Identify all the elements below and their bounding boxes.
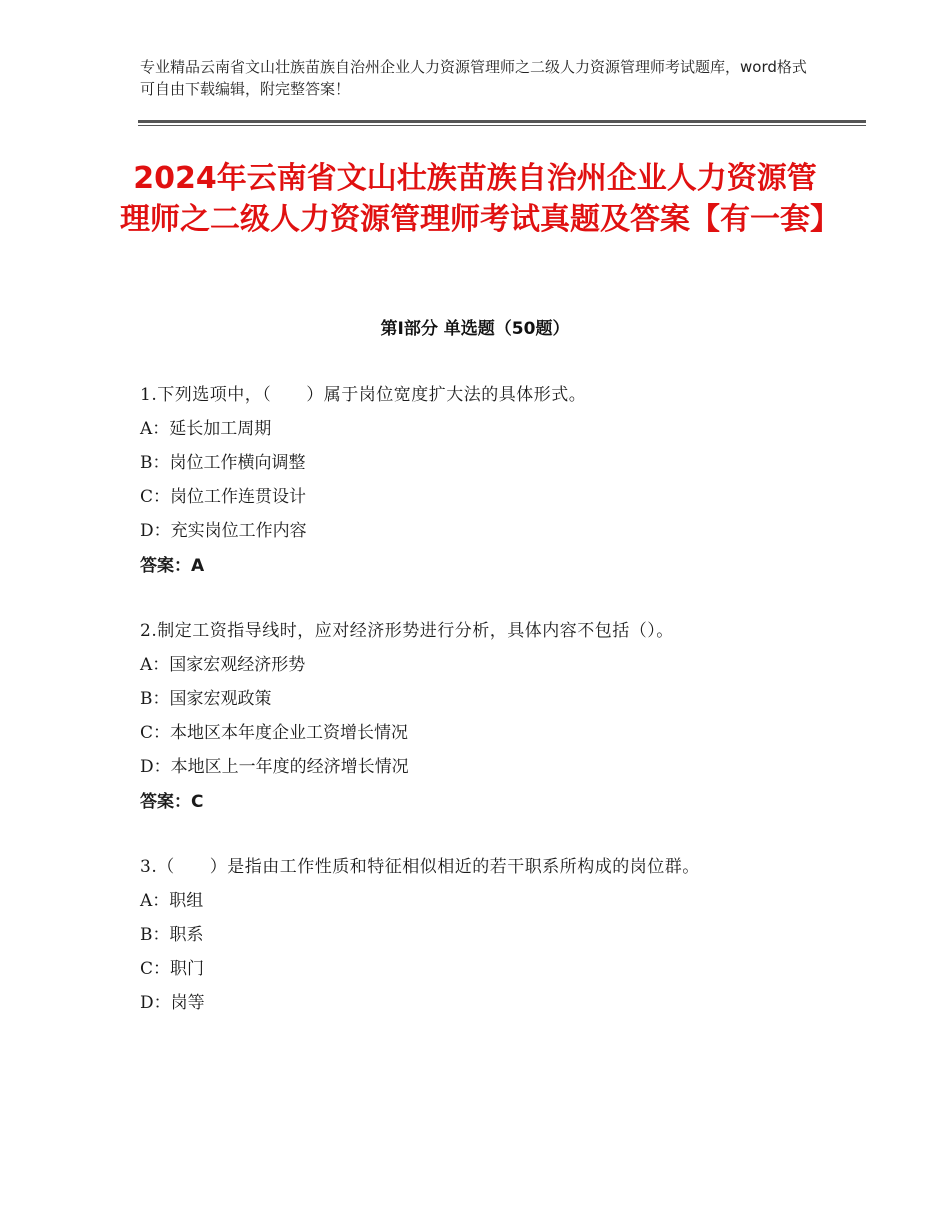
- option-b: B：国家宏观政策: [140, 689, 272, 709]
- header-note: 专业精品云南省文山壮族苗族自治州企业人力资源管理师之二级人力资源管理师考试题库，word格式可自由下载编辑，附完整答案！: [140, 58, 807, 98]
- question-text: 2.制定工资指导线时，应对经济形势进行分析，具体内容不包括（）。: [140, 621, 674, 641]
- question-list: [140, 378, 830, 1050]
- question-text: 1.下列选项中，（ ）属于岗位宽度扩大法的具体形式。: [140, 385, 587, 405]
- question-text: 3.（ ）是指由工作性质和特征相似相近的若干职系所构成的岗位群。: [140, 857, 700, 877]
- question-1: [140, 378, 830, 584]
- option-c: C：本地区本年度企业工资增长情况: [140, 723, 409, 743]
- answer: 答案：A: [140, 556, 205, 576]
- option-c: C：岗位工作连贯设计: [140, 487, 307, 507]
- document-title: 2024年云南省文山壮族苗族自治州企业人力资源管理师之二级人力资源管理师考试真题及答案【有一套】: [120, 161, 840, 237]
- question-2: [140, 614, 830, 820]
- option-c: C：职门: [140, 959, 205, 979]
- option-a: A：国家宏观经济形势: [140, 655, 306, 675]
- option-a: A：延长加工周期: [140, 419, 272, 439]
- answer: 答案：C: [140, 792, 204, 812]
- question-3: [140, 850, 830, 1020]
- header-divider-thin: [138, 125, 866, 126]
- header-divider-thick: [138, 120, 866, 123]
- option-d: D：本地区上一年度的经济增长情况: [140, 757, 409, 777]
- option-d: D：岗等: [140, 993, 205, 1013]
- option-b: B：职系: [140, 925, 204, 945]
- option-a: A：职组: [140, 891, 204, 911]
- option-d: D：充实岗位工作内容: [140, 521, 307, 541]
- option-b: B：岗位工作横向调整: [140, 453, 306, 473]
- section-title: 第Ⅰ部分 单选题（50题）: [380, 319, 570, 339]
